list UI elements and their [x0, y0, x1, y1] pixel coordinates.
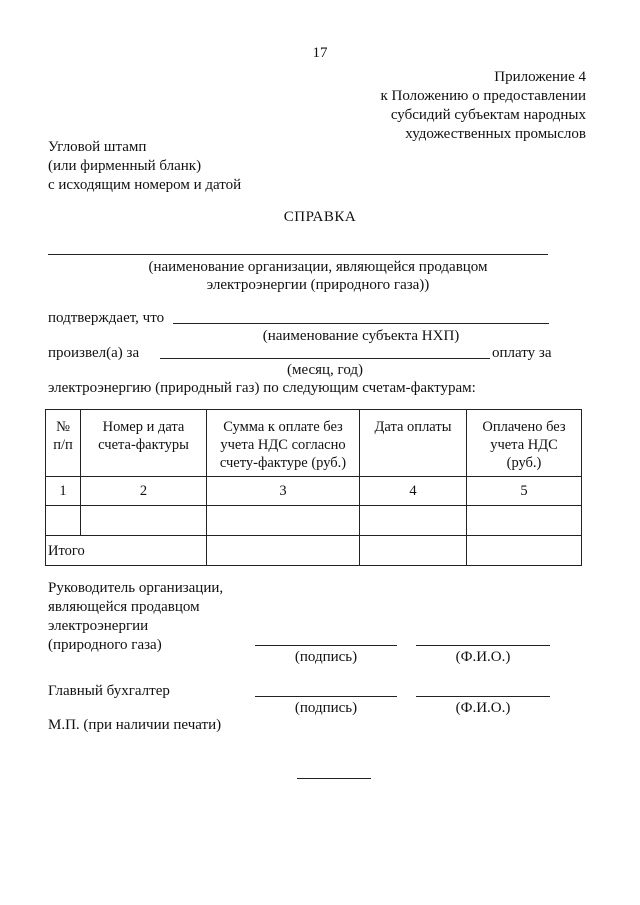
- table-cell: 5: [467, 477, 582, 506]
- table-cell: [81, 506, 207, 536]
- organization-name-line: [48, 254, 548, 255]
- accountant-label: Главный бухгалтер: [48, 683, 170, 699]
- head-label-line: Руководитель организации,: [48, 580, 224, 596]
- table-cell: 2: [81, 477, 207, 506]
- accountant-name-caption: (Ф.И.О.): [455, 700, 511, 716]
- head-label-line: (природного газа): [48, 637, 162, 653]
- month-year-line: [160, 358, 490, 359]
- appendix-line: Приложение 4: [494, 69, 586, 85]
- head-label-line: электроэнергии: [48, 618, 149, 634]
- table-cell: [467, 506, 582, 536]
- accountant-name-line: [416, 696, 550, 697]
- table-header-row: [46, 410, 582, 477]
- table-cell: [360, 506, 467, 536]
- stamp-line: (или фирменный бланк): [48, 158, 202, 174]
- table-cell: 3: [207, 477, 360, 506]
- appendix-line: субсидий субъектам народных: [390, 107, 586, 123]
- organization-caption-line1: (наименование организации, являющейся продавцом: [148, 259, 488, 275]
- column-header-number: № п/п: [46, 410, 81, 477]
- month-year-caption: (месяц, год): [286, 362, 364, 378]
- head-signature-line: [255, 645, 397, 646]
- accountant-signature-caption: (подпись): [294, 700, 358, 716]
- table-cell: 1: [46, 477, 81, 506]
- head-signature-label: [48, 579, 223, 655]
- table-total-row: [46, 536, 582, 566]
- head-signature-caption: (подпись): [294, 649, 358, 665]
- table-cell: 4: [360, 477, 467, 506]
- stamp-line: Угловой штамп: [48, 139, 147, 155]
- subject-name-line: [173, 323, 549, 324]
- table-cell: [46, 506, 81, 536]
- appendix-line: к Положению о предоставлении: [380, 88, 586, 104]
- table-cell: [467, 536, 582, 566]
- accountant-signature-line: [255, 696, 397, 697]
- subject-name-caption: (наименование субъекта НХП): [262, 328, 460, 344]
- column-header-paid: Оплачено без учета НДС (руб.): [467, 410, 582, 477]
- invoices-intro: электроэнергию (природный газ) по следующим счетам-фактурам:: [48, 380, 476, 396]
- appendix-header: [380, 68, 586, 144]
- table-cell: [207, 506, 360, 536]
- head-label-line: являющейся продавцом: [48, 599, 200, 615]
- column-header-amount: Сумма к оплате без учета НДС согласно счету-фактуре (руб.): [207, 410, 360, 477]
- column-header-payment-date: Дата оплаты: [360, 410, 467, 477]
- total-label: Итого: [46, 536, 207, 566]
- head-name-caption: (Ф.И.О.): [455, 649, 511, 665]
- table-cell: [207, 536, 360, 566]
- organization-caption-line2: электроэнергии (природного газа)): [206, 277, 430, 293]
- invoices-table: [45, 409, 582, 566]
- column-header-invoice: Номер и дата счета-фактуры: [81, 410, 207, 477]
- seal-note: М.П. (при наличии печати): [48, 717, 222, 733]
- paid-suffix: оплату за: [492, 345, 552, 361]
- table-column-numbers-row: [46, 477, 582, 506]
- table-cell: [360, 536, 467, 566]
- paid-label: произвел(а) за: [48, 345, 140, 361]
- head-name-line: [416, 645, 550, 646]
- corner-stamp-note: [48, 138, 241, 195]
- end-divider: [297, 778, 371, 779]
- page-number: 17: [312, 45, 328, 61]
- document-title: СПРАВКА: [283, 209, 357, 225]
- confirms-label: подтверждает, что: [48, 310, 165, 326]
- stamp-line: с исходящим номером и датой: [48, 177, 242, 193]
- table-row: [46, 506, 582, 536]
- appendix-line: художественных промыслов: [405, 126, 586, 142]
